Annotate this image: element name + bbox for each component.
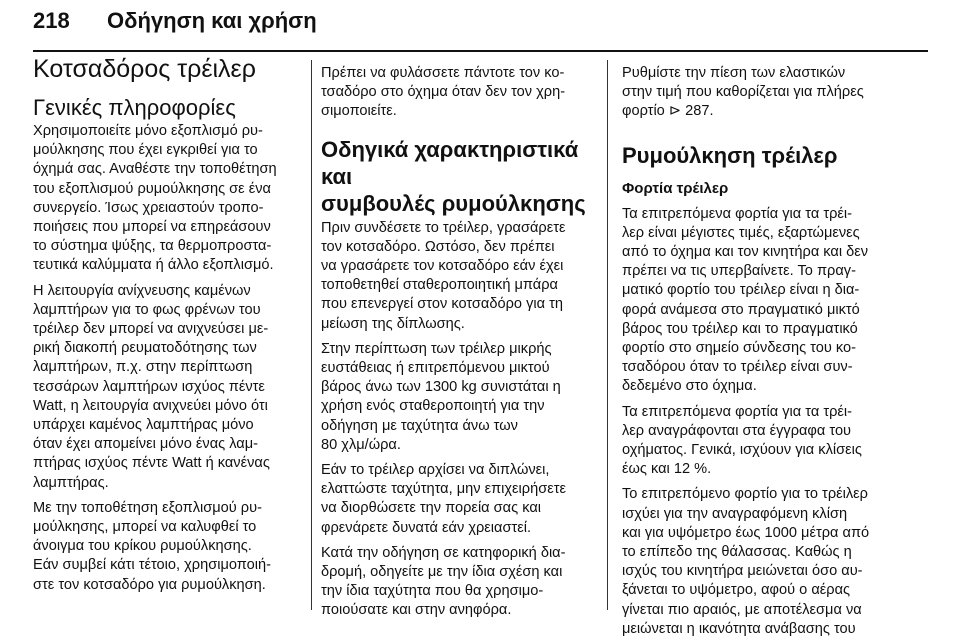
paragraph: Τα επιτρεπόμενα φορτία για τα τρέι‐ λερ αναγράφονται στα έγγραφα του οχήματος. Γενικά, ισχύουν για κλίσεις έως και 12 %. [622, 403, 862, 478]
paragraph: Χρησιμοποιείτε μόνο εξοπλισμό ρυ‐ μούλκησης που έχει εγκριθεί για το όχημά σας. Αναθέστε την τοποθέτηση του εξοπλισμού ρυμούλκησης σε ένα συνεργείο. Ίσως χρειαστούν τροπο‐ ποιήσεις που μπορεί να επηρεάσουν το σύστημα ψύξης, τα θερμοπροστα‐ τευτικά καλύμματα ή άλλο εξοπλισμό. [33, 123, 277, 274]
trailer-loads-subheading: Φορτία τρέιλερ [622, 179, 729, 197]
paragraph: Η λειτουργία ανίχνευσης καμένων λαμπτήρων για το φως φρένων του τρέιλερ δεν μπορεί να ανιχνεύσει με‐ ρική διακοπή ρευματοδότησης των λαμπτήρων, π.χ. στην περίπτωση τεσσάρων λαμπτήρων ισχύος πέντε Watt, η λειτουργία ανιχνεύει μόνο ότι υπάρχει καμένος λαμπτήρας μόνο όταν έχει απομείνει μόνο ένας λαμ‐ πτήρας ισχύος πέντε Watt ή κανένας λαμπτήρας. [33, 282, 270, 491]
towing-heading: Ρυμούλκηση τρέιλερ [622, 142, 838, 168]
left-column [33, 55, 301, 601]
paragraph: Πριν συνδέσετε το τρέιλερ, γρασάρετε τον κοτσαδόρο. Ωστόσο, δεν πρέπει να γρασάρετε τον κοτσαδόρο εάν έχει τοποθετηθεί σταθεροποιητική μπάρα που επενεργεί στον κοτσαδόρο για τη μείωση της δίπλωσης. [321, 219, 566, 332]
section-title: Κοτσαδόρος τρέιλερ [33, 55, 256, 83]
paragraph: Στην περίπτωση των τρέιλερ μικρής ευστάθειας ή επιτρεπόμενου μικτού βάρος άνω των 1300 kg συνιστάται η χρήση ενός σταθεροποιητή για την οδήγηση με ταχύτητα άνω των 80 χλμ/ώρα. [321, 340, 561, 453]
column-divider-right [607, 60, 608, 610]
page-number: 218 [33, 8, 70, 33]
intro-paragraph: Ρυθμίστε την πίεση των ελαστικών στην τιμή που καθορίζεται για πλήρες φορτίο ⊳ 287. [622, 65, 864, 120]
paragraph: Εάν το τρέιλερ αρχίσει να διπλώνει, ελαττώστε ταχύτητα, μην επιχειρήσετε να διορθώσετε την πορεία σας και φρενάρετε δυνατά εάν χρειαστεί. [321, 462, 566, 536]
page-reference[interactable]: φορτίο ⊳ 287. [622, 103, 714, 120]
paragraph: Με την τοποθέτηση εξοπλισμού ρυ‐ μούλκησης, μπορεί να καλυφθεί το άνοιγμα του κρίκου ρυμούλκησης. Εάν συμβεί κάτι τέτοιο, χρησιμοποιή‐ στε τον κοτσαδόρο για ρυμούλκηση. [33, 499, 271, 593]
page-header [33, 6, 928, 46]
paragraph: Κατά την οδήγηση σε κατηφορική δια‐ δρομή, οδηγείτε με την ίδια σχέση και την ίδια ταχύτητα που θα χρησιμο‐ ποιούσατε και στην ανηφόρα. [321, 544, 566, 619]
column-divider-left [311, 60, 312, 610]
intro-paragraph: Πρέπει να φυλάσσετε πάντοτε τον κο‐ τσαδόρο στο όχημα όταν δεν τον χρη‐ σιμοποιείτε. [321, 65, 566, 120]
right-column [622, 64, 890, 642]
paragraph: Τα επιτρεπόμενα φορτία για τα τρέι‐ λερ είναι μέγιστες τιμές, εξαρτώμενες από το όχημα και τον κινητήρα και δεν πρέπει να τις υπερβαίνετε. Το πραγ‐ ματικό φορτίο του τρέιλερ είναι η δια‐ φορά ανάμεσα στο πραγματικό μικτό βάρος του τρέιλερ και το πραγματικό φορτίο στο σημείο σύνδεσης του κο‐ τσαδόρου όταν το τρέιλερ είναι συν‐ δεδεμένο στο όχημα. [622, 205, 869, 395]
running-title: Οδήγηση και χρήση [107, 8, 317, 33]
header-rule [33, 50, 928, 52]
middle-column [321, 64, 592, 627]
paragraph: Το επιτρεπόμενο φορτίο για το τρέιλερ ισχύει για την αναγραφόμενη κλίση και για υψόμετρο έως 1000 μέτρα από το επίπεδο της θάλασσας. Καθώς η ισχύς του κινητήρα μειώνεται όσο αυ‐ ξάνεται το υψόμετρο, αφού ο αέρας γίνεται πιο αραιός, με αποτέλεσμα να μειώνεται η ικανότητα ανάβασης του [622, 486, 870, 637]
driving-tips-heading: Οδηγικά χαρακτηριστικά και συμβουλές ρυμούλκησης [321, 136, 586, 216]
left-paragraphs [33, 122, 301, 595]
subsection-title: Γενικές πληροφορίες [33, 95, 236, 120]
